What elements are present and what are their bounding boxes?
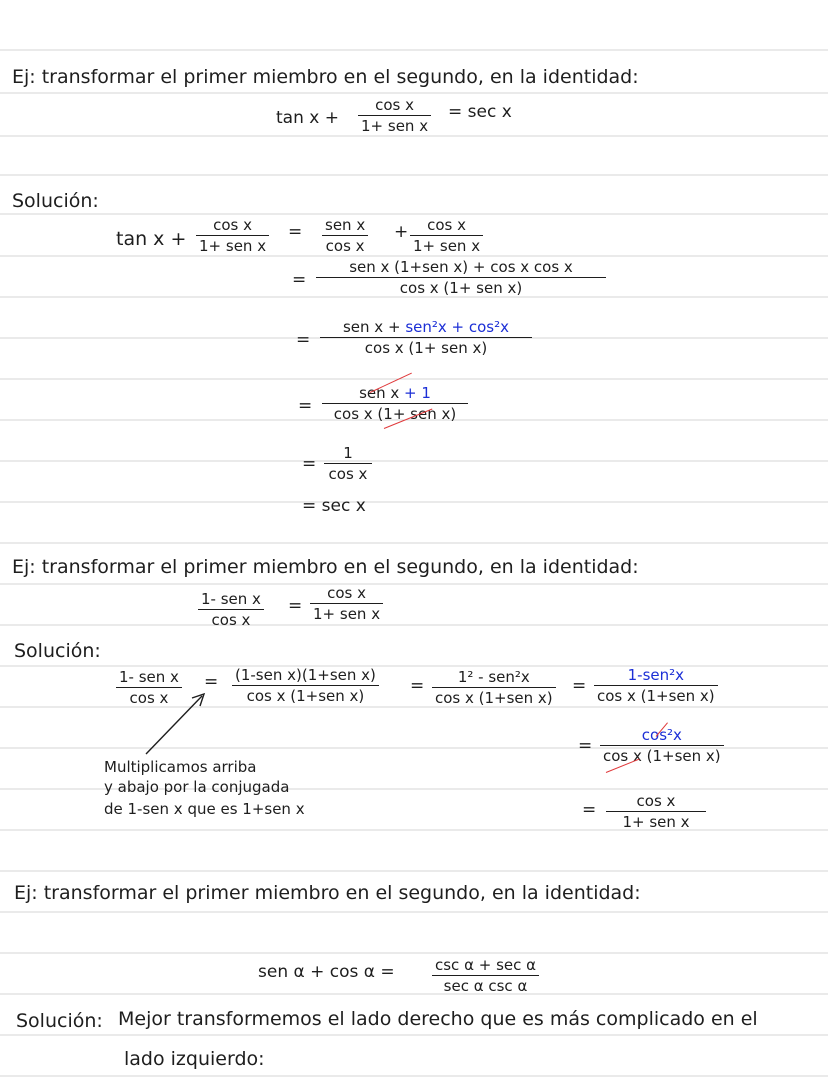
ex1-step2-num [340, 318, 512, 336]
ex1-step2-den: cos x (1+ sen x) [364, 339, 488, 357]
ex2-s0-den: cos x [129, 689, 169, 707]
ex2-s2-eq: = [410, 676, 425, 696]
ex2-s4 [600, 726, 724, 765]
ex1-solution-label: Solución: [12, 190, 99, 212]
ex3-identity-den: sec α csc α [443, 977, 528, 995]
ex1-step0-b-fraction [410, 216, 483, 255]
ex3-solution-text2: lado izquierdo: [124, 1048, 265, 1070]
ex1-step4-num: 1 [343, 444, 353, 462]
ex2-s1-num: (1-sen x)(1+sen x) [235, 666, 376, 684]
ex1-step0-b-den: 1+ sen x [413, 237, 481, 255]
ex1-step3-eq: = [298, 396, 313, 416]
ex2-s5-num: cos x [636, 792, 676, 810]
ex2-s2-num: 1² - sen²x [457, 668, 530, 686]
ex1-step3-num-blue: + 1 [404, 384, 431, 402]
ex1-step0-b-num: cos x [427, 216, 466, 234]
ex2-s3-num: 1-sen²x [627, 666, 685, 684]
ex3-solution-text: Mejor transformemos el lado derecho que es más complicado en el [118, 1008, 758, 1030]
ex1-step1-fraction [316, 258, 606, 297]
ex2-s1-den: cos x (1+sen x) [246, 687, 365, 705]
ex2-s1-eq: = [204, 672, 219, 692]
ex2-note-line2: y abajo por la conjugada [104, 778, 290, 796]
ex1-step0-fraction [196, 216, 269, 255]
ex1-step1-num: sen x (1+sen x) + cos x cos x [349, 258, 573, 276]
ex2-s5 [606, 792, 706, 831]
ex3-solution-label: Solución: [16, 1010, 103, 1032]
ex2-identity-right-den: 1+ sen x [313, 605, 381, 623]
ex2-s1 [232, 666, 379, 705]
ex3-identity-num: csc α + sec α [435, 956, 537, 974]
ex2-s2 [432, 668, 556, 707]
ex3-identity-fraction [432, 956, 539, 995]
ex1-step1-den: cos x (1+ sen x) [399, 279, 523, 297]
ex2-identity-right-num: cos x [327, 584, 366, 602]
ex1-step0-plus: + [394, 222, 409, 242]
ex1-step4-den: cos x [328, 465, 368, 483]
ex2-s2-den: cos x (1+sen x) [435, 689, 553, 707]
ex2-note-line3: de 1-sen x que es 1+sen x [104, 800, 305, 818]
ex2-identity-left-den: cos x [211, 611, 251, 629]
ex2-identity-eq: = [288, 596, 303, 616]
ex1-step2-fraction [320, 318, 532, 357]
ex2-s5-eq: = [582, 800, 597, 820]
ex1-step0-left: tan x + [116, 228, 187, 250]
ex1-step0-a-fraction [322, 216, 368, 255]
ex1-step2-num-black: sen x + [342, 318, 401, 336]
ex2-solution-label: Solución: [14, 640, 101, 662]
ex1-step4-fraction [324, 444, 372, 483]
ex2-s3-den: cos x (1+sen x) [597, 687, 715, 705]
ex1-step3-num-black: sen x [359, 384, 400, 402]
ex2-identity-left [198, 590, 264, 629]
ex1-step0-frac-den: 1+ sen x [199, 237, 267, 255]
ex2-s4-num: cos²x [641, 726, 682, 744]
ex1-identity-fraction [358, 96, 431, 135]
ex2-identity-right [310, 584, 383, 623]
ex1-step0-frac-num: cos x [213, 216, 252, 234]
ex1-step0-a-num: sen x [325, 216, 366, 234]
ex3-prompt: Ej: transformar el primer miembro en el segundo, en la identidad: [14, 882, 641, 904]
ex1-prompt: Ej: transformar el primer miembro en el segundo, en la identidad: [12, 66, 639, 88]
ex1-step2-eq: = [296, 330, 311, 350]
ex1-step5: = sec x [302, 496, 366, 516]
ex2-s0-num: 1- sen x [119, 668, 179, 686]
note-arrow [140, 690, 212, 760]
ex2-prompt: Ej: transformar el primer miembro en el segundo, en la identidad: [12, 556, 639, 578]
ex1-identity-right: = sec x [448, 102, 512, 122]
ex1-step0-a-den: cos x [325, 237, 365, 255]
ex2-s4-eq: = [578, 736, 593, 756]
ex2-s5-den: 1+ sen x [622, 813, 690, 831]
ex2-s4-den: cos x (1+sen x) [603, 747, 721, 765]
ex3-identity-left: sen α + cos α = [258, 962, 395, 982]
ex2-s3 [594, 666, 718, 705]
ex1-step0-eq: = [288, 222, 303, 242]
ex1-step3-den: cos x (1+ sen x) [333, 405, 457, 423]
ex1-identity-left: tan x + [276, 108, 339, 128]
ex1-step1-eq: = [292, 270, 307, 290]
ex1-step4-eq: = [302, 454, 317, 474]
ex2-s3-eq: = [572, 676, 587, 696]
ex1-step2-num-blue: sen²x + cos²x [405, 318, 509, 336]
ex1-step3-fraction [322, 384, 468, 423]
ex1-identity-frac-den: 1+ sen x [361, 117, 429, 135]
ex1-step3-num [356, 384, 434, 402]
ex1-identity-frac-num: cos x [375, 96, 414, 114]
ex2-note-line1: Multiplicamos arriba [104, 758, 257, 776]
ex2-identity-left-num: 1- sen x [201, 590, 261, 608]
